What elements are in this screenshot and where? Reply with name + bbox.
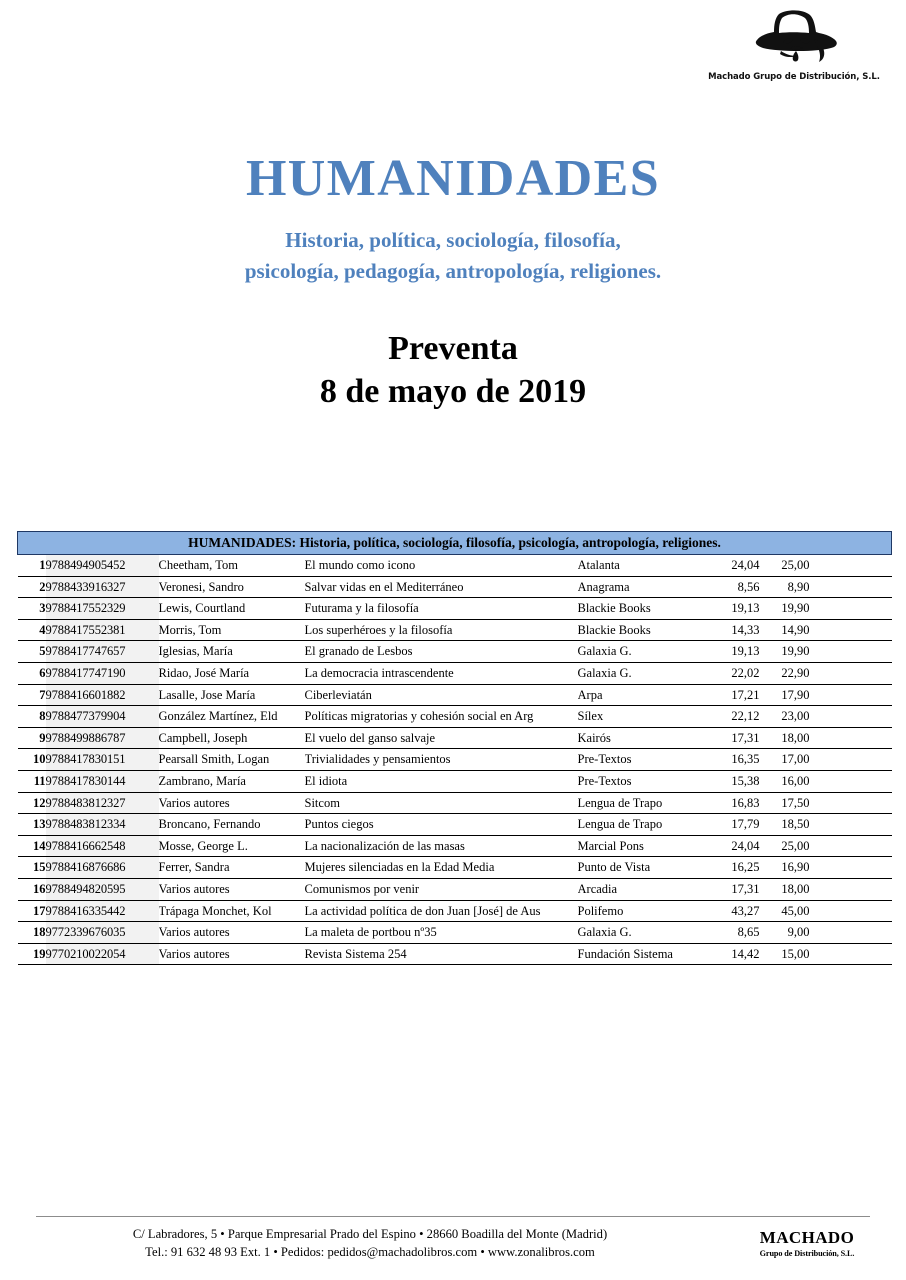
page-subtitle [0, 225, 906, 287]
row-publisher: Marcial Pons [578, 835, 712, 857]
table-row [18, 749, 892, 771]
machado-hat-face-icon [735, 8, 853, 70]
preventa-label: Preventa [388, 330, 518, 367]
company-logo [704, 8, 884, 82]
row-author: Varios autores [159, 922, 305, 944]
table-row [18, 943, 892, 965]
row-index: 9 [18, 727, 46, 749]
row-index: 2 [18, 576, 46, 598]
table-row [18, 662, 892, 684]
row-publisher: Lengua de Trapo [578, 792, 712, 814]
row-title: Los superhéroes y la filosofía [305, 619, 578, 641]
table-row [18, 900, 892, 922]
table-row [18, 770, 892, 792]
row-price-pvp: 15,00 [760, 943, 810, 965]
row-title: Revista Sistema 254 [305, 943, 578, 965]
row-price-net: 8,65 [712, 922, 760, 944]
row-spacer [810, 662, 892, 684]
row-price-net: 14,42 [712, 943, 760, 965]
table-row [18, 857, 892, 879]
footer-brand [732, 1228, 882, 1258]
row-title: El granado de Lesbos [305, 641, 578, 663]
row-publisher: Galaxia G. [578, 641, 712, 663]
row-price-pvp: 45,00 [760, 900, 810, 922]
row-price-net: 14,33 [712, 619, 760, 641]
row-publisher: Punto de Vista [578, 857, 712, 879]
row-publisher: Sílex [578, 706, 712, 728]
row-spacer [810, 598, 892, 620]
row-title: La actividad política de don Juan [José] de Aus [305, 900, 578, 922]
row-title: La democracia intrascendente [305, 662, 578, 684]
row-price-pvp: 14,90 [760, 619, 810, 641]
logo-caption: Machado Grupo de Distribución, S.L. [708, 72, 880, 82]
row-author: Zambrano, María [159, 770, 305, 792]
row-spacer [810, 835, 892, 857]
row-price-net: 24,04 [712, 835, 760, 857]
row-publisher: Blackie Books [578, 598, 712, 620]
row-isbn: 9788416662548 [46, 835, 159, 857]
row-price-pvp: 18,00 [760, 727, 810, 749]
table-row [18, 619, 892, 641]
row-price-pvp: 25,00 [760, 835, 810, 857]
row-author: Campbell, Joseph [159, 727, 305, 749]
table-row [18, 727, 892, 749]
row-publisher: Atalanta [578, 555, 712, 577]
row-title: Sitcom [305, 792, 578, 814]
row-isbn: 9770210022054 [46, 943, 159, 965]
row-isbn: 9788417552381 [46, 619, 159, 641]
document-title-block [0, 152, 906, 287]
row-price-pvp: 17,50 [760, 792, 810, 814]
row-publisher: Lengua de Trapo [578, 814, 712, 836]
table-banner-row [18, 532, 892, 555]
row-index: 6 [18, 662, 46, 684]
row-isbn: 9788477379904 [46, 706, 159, 728]
table-row [18, 684, 892, 706]
row-author: Mosse, George L. [159, 835, 305, 857]
row-title: Salvar vidas en el Mediterráneo [305, 576, 578, 598]
row-isbn: 9788417830151 [46, 749, 159, 771]
row-author: Pearsall Smith, Logan [159, 749, 305, 771]
row-index: 11 [18, 770, 46, 792]
row-isbn: 9788417552329 [46, 598, 159, 620]
row-price-net: 19,13 [712, 598, 760, 620]
row-price-net: 17,21 [712, 684, 760, 706]
row-publisher: Galaxia G. [578, 662, 712, 684]
row-price-pvp: 22,90 [760, 662, 810, 684]
row-spacer [810, 857, 892, 879]
row-isbn: 9772339676035 [46, 922, 159, 944]
table-row [18, 598, 892, 620]
row-price-net: 19,13 [712, 641, 760, 663]
row-isbn: 9788417747190 [46, 662, 159, 684]
footer-address-line: C/ Labradores, 5 • Parque Empresarial Prado del Espino • 28660 Boadilla del Monte (Madrid) [132, 1227, 608, 1241]
row-spacer [810, 706, 892, 728]
row-title: Ciberleviatán [305, 684, 578, 706]
row-isbn: 9788416335442 [46, 900, 159, 922]
row-isbn: 9788494820595 [46, 878, 159, 900]
row-isbn: 9788494905452 [46, 555, 159, 577]
row-index: 17 [18, 900, 46, 922]
row-price-pvp: 16,90 [760, 857, 810, 879]
row-price-net: 17,31 [712, 727, 760, 749]
table-row [18, 555, 892, 577]
row-author: Varios autores [159, 792, 305, 814]
row-isbn: 9788417830144 [46, 770, 159, 792]
row-author: González Martínez, Eld [159, 706, 305, 728]
row-author: Iglesias, María [159, 641, 305, 663]
row-price-net: 16,35 [712, 749, 760, 771]
row-index: 4 [18, 619, 46, 641]
row-price-net: 16,83 [712, 792, 760, 814]
row-price-pvp: 17,00 [760, 749, 810, 771]
page-subtitle-line-2: psicología, pedagogía, antropología, religiones. [244, 258, 662, 283]
table-row [18, 922, 892, 944]
preventa-date: 8 de mayo de 2019 [319, 372, 587, 410]
row-spacer [810, 749, 892, 771]
row-price-net: 15,38 [712, 770, 760, 792]
row-publisher: Arcadia [578, 878, 712, 900]
row-isbn: 9788483812327 [46, 792, 159, 814]
row-index: 12 [18, 792, 46, 814]
row-price-net: 22,12 [712, 706, 760, 728]
row-author: Varios autores [159, 878, 305, 900]
row-price-pvp: 8,90 [760, 576, 810, 598]
row-spacer [810, 555, 892, 577]
footer-contact-line: Tel.: 91 632 48 93 Ext. 1 • Pedidos: pedidos@machadolibros.com • www.zonalibros.com [145, 1245, 595, 1260]
row-title: Comunismos por venir [305, 878, 578, 900]
row-title: El mundo como icono [305, 555, 578, 577]
row-price-pvp: 25,00 [760, 555, 810, 577]
table-row [18, 792, 892, 814]
table-row [18, 641, 892, 663]
table-row [18, 706, 892, 728]
page-title: HUMANIDADES [245, 150, 661, 207]
row-author: Ridao, José María [159, 662, 305, 684]
table-banner-title: HUMANIDADES: Historia, política, sociología, filosofía, psicología, antropología, religiones. [18, 532, 892, 555]
row-spacer [810, 576, 892, 598]
row-spacer [810, 770, 892, 792]
row-price-pvp: 23,00 [760, 706, 810, 728]
row-isbn: 9788416876686 [46, 857, 159, 879]
row-publisher: Kairós [578, 727, 712, 749]
row-price-net: 43,27 [712, 900, 760, 922]
row-publisher: Fundación Sistema [578, 943, 712, 965]
footer-brand-subtitle: Grupo de Distribución, S.L. [759, 1249, 855, 1258]
row-publisher: Arpa [578, 684, 712, 706]
row-author: Morris, Tom [159, 619, 305, 641]
footer-contact [20, 1225, 720, 1262]
footer-brand-name: MACHADO [759, 1228, 855, 1247]
row-publisher: Anagrama [578, 576, 712, 598]
row-price-net: 24,04 [712, 555, 760, 577]
row-publisher: Galaxia G. [578, 922, 712, 944]
row-price-net: 16,25 [712, 857, 760, 879]
row-spacer [810, 943, 892, 965]
row-author: Lasalle, Jose María [159, 684, 305, 706]
row-title: Trivialidades y pensamientos [305, 749, 578, 771]
row-publisher: Polifemo [578, 900, 712, 922]
row-price-pvp: 17,90 [760, 684, 810, 706]
row-isbn: 9788499886787 [46, 727, 159, 749]
row-price-pvp: 16,00 [760, 770, 810, 792]
row-title: Futurama y la filosofía [305, 598, 578, 620]
footer-divider [36, 1216, 870, 1217]
row-title: La nacionalización de las masas [305, 835, 578, 857]
row-spacer [810, 922, 892, 944]
row-index: 18 [18, 922, 46, 944]
row-index: 3 [18, 598, 46, 620]
row-spacer [810, 727, 892, 749]
table-row [18, 814, 892, 836]
row-publisher: Blackie Books [578, 619, 712, 641]
row-isbn: 9788433916327 [46, 576, 159, 598]
row-publisher: Pre-Textos [578, 749, 712, 771]
row-price-net: 22,02 [712, 662, 760, 684]
row-index: 5 [18, 641, 46, 663]
table-row [18, 835, 892, 857]
row-title: Puntos ciegos [305, 814, 578, 836]
row-price-net: 17,31 [712, 878, 760, 900]
row-price-pvp: 19,90 [760, 598, 810, 620]
row-author: Veronesi, Sandro [159, 576, 305, 598]
page-subtitle-line-1: Historia, política, sociología, filosofía, [285, 227, 621, 252]
row-index: 10 [18, 749, 46, 771]
row-spacer [810, 641, 892, 663]
row-spacer [810, 814, 892, 836]
row-price-pvp: 18,00 [760, 878, 810, 900]
row-index: 13 [18, 814, 46, 836]
row-index: 19 [18, 943, 46, 965]
row-spacer [810, 684, 892, 706]
row-index: 16 [18, 878, 46, 900]
row-title: El idiota [305, 770, 578, 792]
book-list-table [17, 531, 892, 965]
row-isbn: 9788417747657 [46, 641, 159, 663]
row-price-net: 8,56 [712, 576, 760, 598]
row-index: 1 [18, 555, 46, 577]
row-isbn: 9788483812334 [46, 814, 159, 836]
row-publisher: Pre-Textos [578, 770, 712, 792]
table-body [18, 555, 892, 965]
row-index: 15 [18, 857, 46, 879]
row-spacer [810, 619, 892, 641]
row-title: La maleta de portbou nº35 [305, 922, 578, 944]
row-isbn: 9788416601882 [46, 684, 159, 706]
row-index: 8 [18, 706, 46, 728]
row-price-net: 17,79 [712, 814, 760, 836]
row-index: 7 [18, 684, 46, 706]
row-author: Cheetham, Tom [159, 555, 305, 577]
row-author: Varios autores [159, 943, 305, 965]
row-author: Broncano, Fernando [159, 814, 305, 836]
table-row [18, 576, 892, 598]
row-author: Trápaga Monchet, Kol [159, 900, 305, 922]
row-title: Políticas migratorias y cohesión social en Arg [305, 706, 578, 728]
row-title: Mujeres silenciadas en la Edad Media [305, 857, 578, 879]
row-price-pvp: 19,90 [760, 641, 810, 663]
row-price-pvp: 18,50 [760, 814, 810, 836]
row-spacer [810, 900, 892, 922]
row-spacer [810, 878, 892, 900]
row-price-pvp: 9,00 [760, 922, 810, 944]
table-row [18, 878, 892, 900]
row-author: Ferrer, Sandra [159, 857, 305, 879]
row-title: El vuelo del ganso salvaje [305, 727, 578, 749]
row-author: Lewis, Courtland [159, 598, 305, 620]
row-spacer [810, 792, 892, 814]
row-index: 14 [18, 835, 46, 857]
preventa-block [0, 328, 906, 413]
book-list-table-container [17, 531, 891, 965]
